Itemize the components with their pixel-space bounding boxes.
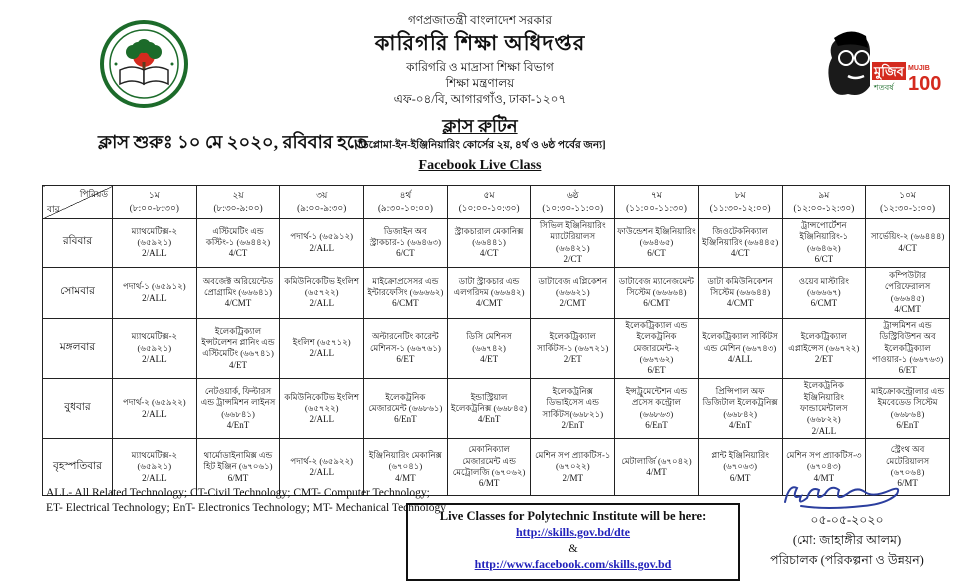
- subject-cell: সার্ভেয়িং-২ (৬৬৪৪৪) 4/CT: [866, 219, 950, 268]
- subject-cell: অল্টারনেটিং কারেন্ট মেশিনস-১ (৬৬৭৬১) 6/ET: [364, 318, 448, 378]
- subject-cell: থার্মোডাইনামিক্স এন্ড হিট ইঞ্জিন (৬৭০৬১) 6/MT: [196, 439, 280, 496]
- svg-text:100: 100: [908, 73, 942, 95]
- subject-cell: ডাটাবেজ ম্যানেজমেন্ট সিস্টেম (৬৬৬৬৪) 6/CMT: [615, 267, 699, 318]
- subject-cell: ইংলিশ (৬৫৭১২) 2/ALL: [280, 318, 364, 378]
- subject-cell: স্ট্রেংথ অব মেটেরিয়ালস (৬৭০৬৪) 6/MT: [866, 439, 950, 496]
- signature-block: [742, 478, 952, 572]
- subject-cell: স্ট্রাকচারাল মেকানিক্স (৬৬৪৪১) 4/CT: [447, 219, 531, 268]
- subject-cell: নেটওয়ার্ক, ফিল্টারস এন্ড ট্রান্সমিশন লাইনস (৬৬৮৪১) 4/EnT: [196, 379, 280, 439]
- period-header: ৭ম (১১:০০-১১:৩০): [615, 186, 699, 219]
- period-header: ৪র্থ (৯:৩০-১০:০০): [364, 186, 448, 219]
- subject-cell: জিওটেকনিক্যাল ইঞ্জিনিয়ারিং (৬৬৪৪৫) 4/CT: [698, 219, 782, 268]
- subject-cell: অবজেক্ট অরিয়েন্টেড প্রোগ্রামিং (৬৬৬৪১) 4/CMT: [196, 267, 280, 318]
- ministry-line: শিক্ষা মন্ত্রণালয়: [445, 75, 515, 90]
- day-cell: রবিবার: [43, 219, 113, 268]
- subject-cell: পদার্থ-২ (৬৫৯২২) 2/ALL: [280, 439, 364, 496]
- mujib-100-logo-icon: [818, 28, 948, 104]
- subject-cell: মেশিন সপ প্র্যাকটিস-৩ (৬৭০৪৩) 4/MT: [782, 439, 866, 496]
- subject-cell: ডিজাইন অব স্ট্রাকচার-১ (৬৬৪৬৩) 6/CT: [364, 219, 448, 268]
- subject-cell: প্লান্ট ইঞ্জিনিয়ারিং (৬৭০৬৩) 6/MT: [698, 439, 782, 496]
- signature-icon: [742, 478, 952, 512]
- subject-cell: কমিউনিকেটিভ ইংলিশ (৬৫৭২২) 2/ALL: [280, 379, 364, 439]
- subject-cell: ইলেকট্রিক্যাল ইন্সটলেশন প্লানিং এন্ড এস্টিমেটিং (৬৬৭৪১) 4/ET: [196, 318, 280, 378]
- day-cell: মঙ্গলবার: [43, 318, 113, 378]
- subject-cell: মেটালার্জি (৬৭০৪২) 4/MT: [615, 439, 699, 496]
- signer-name: (মো: জাহাঙ্গীর আলম): [792, 533, 902, 547]
- subject-cell: ইলেকট্রিক্যাল এপ্লাইন্সেস (৬৬৭২২) 2/ET: [782, 318, 866, 378]
- subject-cell: প্রিন্সিপাল অফ ডিজিটাল ইলেকট্রনিক্স (৬৬৮৪২) 4/EnT: [698, 379, 782, 439]
- svg-text:মুজিব: মুজিব: [874, 64, 904, 79]
- facebook-skills-link[interactable]: http://www.facebook.com/skills.gov.bd: [474, 557, 672, 571]
- signer-designation: পরিচালক (পরিকল্পনা ও উন্নয়ন): [770, 553, 924, 567]
- subject-cell: এস্টিমেটিং এন্ড কস্টিং-১ (৬৬৪৪২) 4/CT: [196, 219, 280, 268]
- facebook-live-class-label: Facebook Live Class: [418, 158, 542, 173]
- routine-title: ক্লাস রুটিন: [442, 116, 518, 136]
- corner-day-label: বার: [47, 204, 60, 214]
- period-header: ৩য় (৯:০০-৯:৩০): [280, 186, 364, 219]
- subject-cell: ইলেকট্রনিক্স ডিভাইসেস এন্ড সার্কিটস(৬৬৮২১) 2/EnT: [531, 379, 615, 439]
- routine-table: [42, 185, 950, 496]
- day-cell: বুধবার: [43, 379, 113, 439]
- period-header: ৬ষ্ঠ (১০:৩০-১১:০০): [531, 186, 615, 219]
- subject-cell: ইলেকট্রিক্যাল সার্কিটস এন্ড মেশিন (৬৬৭৪৩) 4/ALL: [698, 318, 782, 378]
- ampersand: &: [568, 541, 578, 555]
- directorate-name: কারিগরি শিক্ষা অধিদপ্তর: [374, 31, 586, 56]
- division-line: কারিগরি ও মাদ্রাসা শিক্ষা বিভাগ: [406, 59, 554, 74]
- subject-cell: ম্যাথমেটিক্স-২ (৬৫৯২১) 2/ALL: [113, 318, 197, 378]
- svg-text:শতবর্ষ: শতবর্ষ: [874, 83, 894, 92]
- period-header: ৫ম (১০:০০-১০:৩০): [447, 186, 531, 219]
- day-cell: বৃহস্পতিবার: [43, 439, 113, 496]
- subject-cell: ট্রান্সপোর্টেশন ইঞ্জিনিয়ারিং-১ (৬৬৪৬২) 6/CT: [782, 219, 866, 268]
- subject-cell: মেশিন সপ প্র্যাকটিস-১ (৬৭০২২) 2/MT: [531, 439, 615, 496]
- subject-cell: ডাটা স্ট্রাকচার এন্ড এলগরিদম (৬৬৬৪২) 4/CMT: [447, 267, 531, 318]
- subject-cell: কমিউনিকেটিভ ইংলিশ (৬৫৭২২) 2/ALL: [280, 267, 364, 318]
- course-note: [ডিপ্লোমা-ইন-ইঞ্জিনিয়ারিং কোর্সের ২য়, ৪র্থ ও ৬ষ্ঠ পর্বের জন্য]: [354, 140, 606, 151]
- subject-cell: পদার্থ-২ (৬৫৯২২) 2/ALL: [113, 379, 197, 439]
- signature-date: ০৫-০৫-২০২০: [810, 513, 884, 527]
- subject-cell: ম্যাথমেটিক্স-২ (৬৫৯২১) 2/ALL: [113, 219, 197, 268]
- subject-cell: ডাটা কমিউনিকেশন সিস্টেম (৬৬৬৪৪) 4/CMT: [698, 267, 782, 318]
- subject-cell: ওয়েব মাস্টারিং (৬৬৬৬৭) 6/CMT: [782, 267, 866, 318]
- subject-cell: মেকানিক্যাল মেজারমেন্ট এন্ড মেট্রোলজি (৬৭০৬২) 6/MT: [447, 439, 531, 496]
- subject-cell: ইলেকট্রিক্যাল এন্ড ইলেকট্রনিক মেজারমেন্ট-২ (৬৬৭৬২) 6/ET: [615, 318, 699, 378]
- live-box-title: Live Classes for Polytechnic Institute will be here:: [439, 509, 707, 523]
- letterhead: [0, 12, 960, 107]
- period-header: ১০ম (১২:৩০-১:০০): [866, 186, 950, 219]
- subject-cell: মাইক্রোকন্ট্রোলার এন্ড ইমবেডেড সিস্টেম (৬৬৮৬৪) 6/EnT: [866, 379, 950, 439]
- period-header: ১ম (৮:০০-৮:৩০): [113, 186, 197, 219]
- period-header: ৯ম (১২:০০-১২:৩০): [782, 186, 866, 219]
- live-classes-box: [406, 503, 740, 581]
- legend-line-1: ALL- All Related Technology; CT-Civil Technology; CMT- Computer Technology;: [46, 487, 430, 499]
- subject-cell: ইলেকট্রিক্যাল সার্কিটস-১ (৬৬৭২১) 2/ET: [531, 318, 615, 378]
- subject-cell: ইঞ্জিনিয়ারিং মেকানিক্স (৬৭০৪১) 4/MT: [364, 439, 448, 496]
- period-header: ২য় (৮:৩০-৯:০০): [196, 186, 280, 219]
- subject-cell: পদার্থ-১ (৬৫৯১২) 2/ALL: [280, 219, 364, 268]
- subject-cell: মাইক্রোপ্রসেসর এন্ড ইন্টারফেসিং (৬৬৬৬২) 6/CMT: [364, 267, 448, 318]
- subject-cell: ইন্সট্রুমেন্টেশন এন্ড প্রসেস কন্ট্রোল (৬৬৮৬৩) 6/EnT: [615, 379, 699, 439]
- period-header: ৮ম (১১:৩০-১২:০০): [698, 186, 782, 219]
- technology-legend: [46, 486, 446, 516]
- subject-cell: ইন্ডাস্ট্রিয়াল ইলেকট্রনিক্স (৬৬৮৪৫) 4/EnT: [447, 379, 531, 439]
- subject-cell: ইলেকট্রনিক মেজারমেন্ট (৬৬৮৬১) 6/EnT: [364, 379, 448, 439]
- corner-cell: [43, 186, 113, 219]
- subject-cell: সিভিল ইঞ্জিনিয়ারিং ম্যাটেরিয়ালস (৬৬৪২১) 2/CT: [531, 219, 615, 268]
- class-start-note: ক্লাস শুরুঃ ১০ মে ২০২০, রবিবার হতে: [98, 132, 368, 152]
- skills-gov-link[interactable]: http://skills.gov.bd/dte: [515, 525, 631, 539]
- subject-cell: ফাউন্ডেশন ইঞ্জিনিয়ারিং (৬৬৪৬৫) 6/CT: [615, 219, 699, 268]
- address-line: এফ-০৪/বি, আগারগাঁও, ঢাকা-১২০৭: [393, 91, 567, 106]
- subject-cell: ম্যাথমেটিক্স-২ (৬৫৯২১) 2/ALL: [113, 439, 197, 496]
- subject-cell: ডিসি মেশিনস (৬৬৭৪২) 4/ET: [447, 318, 531, 378]
- day-cell: সোমবার: [43, 267, 113, 318]
- corner-period-label: পিরিয়ড: [79, 189, 108, 199]
- routine-row: [43, 318, 950, 378]
- routine-row: [43, 219, 950, 268]
- routine-row: [43, 267, 950, 318]
- subject-cell: পদার্থ-১ (৬৫৯১২) 2/ALL: [113, 267, 197, 318]
- legend-line-2: ET- Electrical Technology; EnT- Electronics Technology; MT- Mechanical Technology: [46, 501, 446, 514]
- subject-cell: কম্পিউটার পেরিফেরালস (৬৬৬৪৫) 4/CMT: [866, 267, 950, 318]
- subject-cell: ডাটাবেজ এপ্লিকেশন (৬৬৬২১) 2/CMT: [531, 267, 615, 318]
- subject-cell: ট্রান্সমিশন এন্ড ডিস্ট্রিবিউশন অব ইলেকট্রিক্যাল পাওয়ার-১ (৬৬৭৬৩) 6/ET: [866, 318, 950, 378]
- routine-row: [43, 379, 950, 439]
- svg-text:MUJIB: MUJIB: [908, 65, 930, 72]
- govt-line: গণপ্রজাতন্ত্রী বাংলাদেশ সরকার: [407, 13, 553, 27]
- subject-cell: ইলেকট্রনিক ইঞ্জিনিয়ারিং ফান্ডামেন্টালস (৬৬৮২২) 2/ALL: [782, 379, 866, 439]
